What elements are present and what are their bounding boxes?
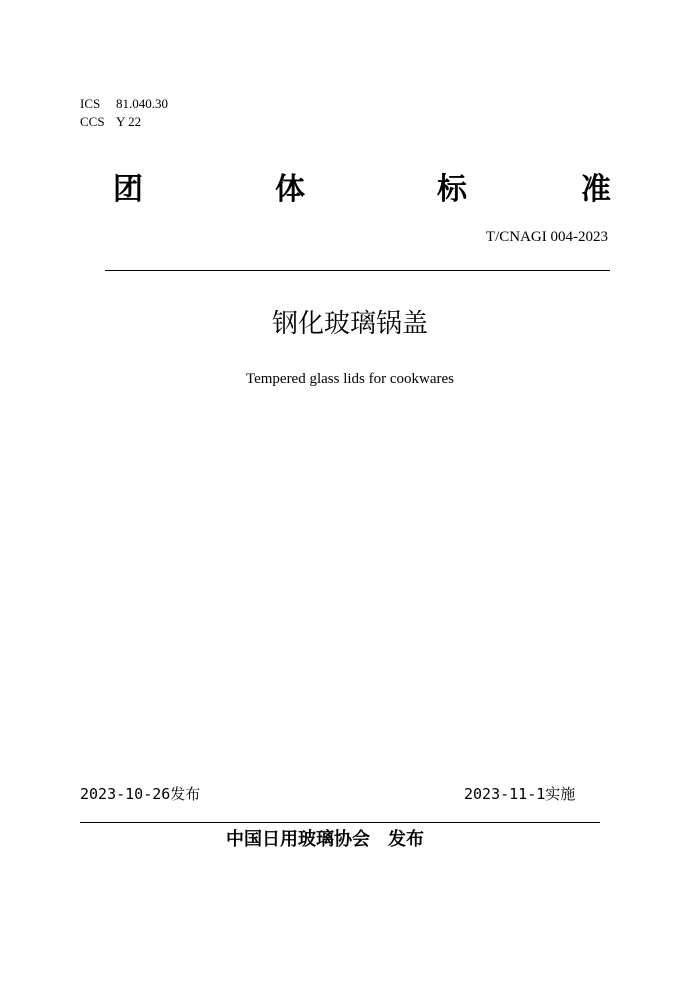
ics-line [80,96,168,112]
publish-date: 2023-10-26发布 [80,785,201,803]
title-chinese: 钢化玻璃锅盖 [271,309,428,339]
standard-number: T/CNAGI 004-2023 [485,229,608,245]
ccs-label: CCS [80,114,105,129]
standard-type-char-3: 标 [437,172,467,207]
ccs-value: Y 22 [116,114,142,129]
footer-divider [80,822,600,823]
standard-type-char-1: 团 [113,172,143,207]
ccs-line [80,114,141,130]
ics-value: 81.040.30 [116,96,168,111]
effective-date: 2023-11-1实施 [464,785,576,803]
header-divider [105,270,610,271]
standard-type-char-4: 准 [581,172,611,207]
ics-label: ICS [80,96,101,111]
standard-type-char-2: 体 [275,172,305,207]
title-english: Tempered glass lids for cookwares [245,371,455,387]
publisher: 中国日用玻璃协会 发布 [226,829,424,850]
